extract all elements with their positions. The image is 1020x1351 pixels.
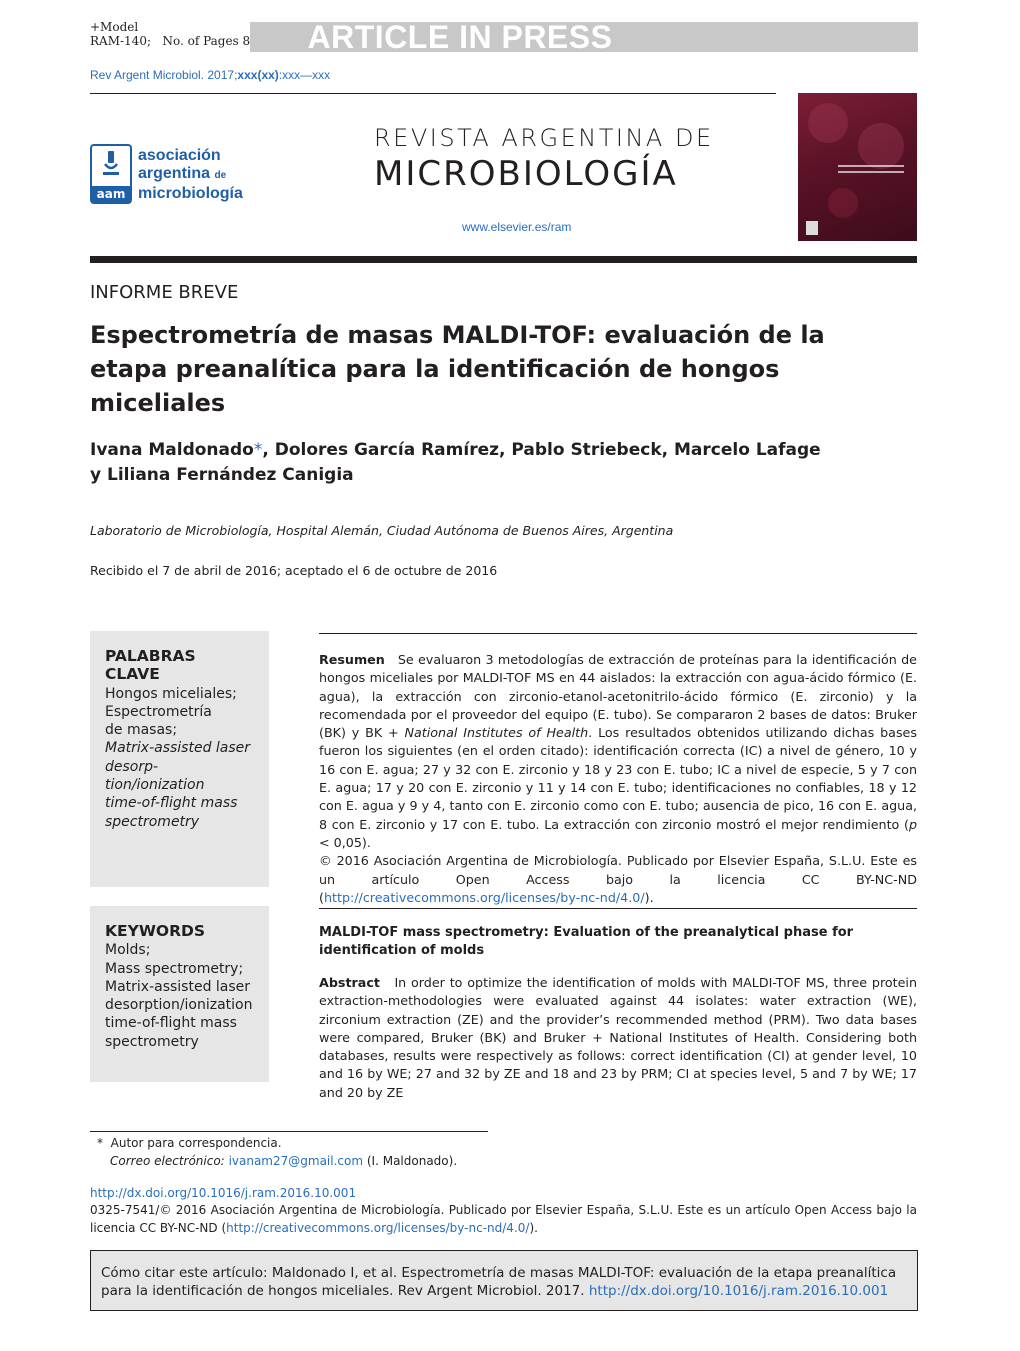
aam-badge: aam xyxy=(92,186,130,202)
resumen-italic: National Institutes of Health xyxy=(404,725,589,741)
keyword-line: time-of-flight mass xyxy=(105,1015,237,1032)
keyword-line: tion/ionization xyxy=(105,777,205,794)
footnote-rule xyxy=(90,1131,488,1132)
corresponding-note: Autor para correspondencia. xyxy=(110,1136,282,1150)
doi-link[interactable]: http://dx.doi.org/10.1016/j.ram.2016.10.001 xyxy=(90,1186,357,1200)
issn-license-link[interactable]: http://creativecommons.org/licenses/by-nc-nd/4.0/ xyxy=(226,1221,530,1235)
ram-id-pages xyxy=(90,34,250,48)
keyword-line: de masas; xyxy=(105,722,178,739)
keyword-line: Matrix-assisted laser xyxy=(105,978,251,995)
issn-text: 0325-7541/© 2016 Asociación Argentina de Microbiología. Publicado por Elsevier España, S.L.U. Este es un artículo Open Access bajo la licencia CC BY-NC-ND ( xyxy=(90,1203,917,1235)
page-count: No. of Pages 8 xyxy=(162,34,251,48)
resumen-copyright-end: ). xyxy=(644,889,654,905)
author-first: Ivana Maldonado xyxy=(90,440,254,460)
issn-license xyxy=(90,1201,917,1237)
cite-doi-link[interactable]: http://dx.doi.org/10.1016/j.ram.2016.10.001 xyxy=(588,1283,889,1299)
section-label: INFORME BREVE xyxy=(90,282,239,303)
ram-id: RAM-140; xyxy=(90,34,151,48)
aam-logo-text xyxy=(138,147,243,203)
keyword-line: Hongos miceliales; xyxy=(105,685,237,702)
journal-name-main: MICROBIOLOGÍA xyxy=(374,154,678,194)
p-value-symbol: p xyxy=(908,816,917,832)
journal-url-link[interactable]: www.elsevier.es/ram xyxy=(462,220,572,234)
logo-line-2 xyxy=(138,165,243,185)
resumen-label: Resumen xyxy=(319,652,385,667)
keyword-line: spectrometry xyxy=(105,1033,199,1050)
abstract-block xyxy=(319,974,917,1102)
journal-name-top: REVISTA ARGENTINA DE xyxy=(374,124,714,152)
abstract-label: Abstract xyxy=(319,975,380,990)
aam-logo-icon xyxy=(90,144,132,204)
keyword-line: desorption/ionization xyxy=(105,997,253,1014)
barcode-icon xyxy=(806,221,818,235)
email-link[interactable]: ivanam27@gmail.com xyxy=(228,1154,364,1168)
keyword-line: desorp- xyxy=(105,758,159,775)
microscope-icon xyxy=(101,150,121,180)
license-link[interactable]: http://creativecommons.org/licenses/by-nc-nd/4.0/ xyxy=(323,889,645,905)
resumen-top-rule xyxy=(319,633,917,634)
keywords-es-box xyxy=(90,631,269,887)
issn-end: ). xyxy=(529,1221,538,1235)
resumen-text-3: < 0,05). xyxy=(319,834,371,850)
logo-line-1: asociación xyxy=(138,147,221,164)
authors-line-2: y Liliana Fernández Canigia xyxy=(90,465,354,485)
citation-prefix: Rev Argent Microbiol. 2017; xyxy=(90,68,238,82)
author-list xyxy=(90,438,850,488)
corresponding-author-marker[interactable]: * xyxy=(253,440,263,460)
english-title: MALDI-TOF mass spectrometry: Evaluation of the preanalytical phase for identification of molds xyxy=(319,925,854,958)
footnote-star: * xyxy=(97,1136,103,1150)
keyword-line: Espectrometría xyxy=(105,703,212,720)
citation-volume: xxx(xx) xyxy=(237,68,279,82)
footnote xyxy=(97,1134,457,1170)
logo-line-2-de: de xyxy=(214,170,227,181)
resumen-text: Se evaluaron 3 metodologías de extracción de proteínas para la identificación de hongos miceliales por MALDI-TOF MS en 44 aislados: la extracción con agua-ácido fórmico (E. agua), la extracción con zirconio-etanol-acetonitrilo-ácido fórmico (E. zirconio) y la recomendada por el proveedor del equipo (E. tubo). Se compararon 2 bases de datos: Bruker (BK) y BK + xyxy=(319,652,917,741)
cite-box xyxy=(90,1250,918,1311)
cite-text: Cómo citar este artículo: Maldonado I, et al. Espectrometría de masas MALDI-TOF: evaluación de la etapa preanalítica para la identificación de hongos miceliales. Rev Argent Microbiol. 2017. xyxy=(101,1265,897,1299)
resumen-text-2: . Los resultados obtenidos utilizando dichas bases fueron los siguientes (en el orden citado): identificación correcta (IC) a nivel de género, 10 y 16 con E. agua; 27 y 32 con E. zirconio y 18 y 23 con E. tubo; IC a nivel de especie, 5 y 7 con E. agua; 17 y 20 con E. zirconio y 11 y 14 con E. tubo; identificaciones no confiables, 18 y 12 con E. agua y 9 y 4, tanto con E. zirconio como con E. tubo; ausencia de pico, 16 con E. agua, 8 con E. zirconio y 17 con E. tubo. La extracción con zirconio mostró el mejor rendimiento ( xyxy=(319,725,917,832)
logo-line-3: microbiología xyxy=(138,185,243,202)
citation-pages: :xxx—xxx xyxy=(278,68,331,82)
affiliation: Laboratorio de Microbiología, Hospital Alemán, Ciudad Autónoma de Buenos Aires, Argentina xyxy=(90,523,674,538)
resumen-copyright: © 2016 Asociación Argentina de Microbiología. Publicado por Elsevier España, S.L.U. Este es un artículo Open Access bajo la licencia CC BY-NC-ND ( xyxy=(319,853,917,905)
keyword-line: time-of-flight mass xyxy=(105,795,238,812)
keywords-es-heading: PALABRAS CLAVE xyxy=(105,647,196,684)
header-rule xyxy=(90,93,776,94)
authors-rest: , Dolores García Ramírez, Pablo Striebeck, Marcelo Lafage xyxy=(262,440,821,460)
keywords-en-box xyxy=(90,906,269,1082)
article-title: Espectrometría de masas MALDI-TOF: evaluación de la etapa preanalítica para la identificación de hongos miceliales xyxy=(90,321,825,417)
keywords-en-heading: KEYWORDS xyxy=(105,922,206,940)
keyword-line: Matrix-assisted laser xyxy=(105,740,251,757)
email-name: (I. Maldonado). xyxy=(366,1154,458,1168)
resumen-block xyxy=(319,651,917,907)
header-meta xyxy=(90,20,250,48)
received-dates: Recibido el 7 de abril de 2016; aceptado el 6 de octubre de 2016 xyxy=(90,563,498,578)
article-in-press-label: ARTICLE IN PRESS xyxy=(307,19,613,55)
journal-cover-image xyxy=(798,93,917,241)
journal-citation[interactable] xyxy=(90,68,330,82)
keyword-line: spectrometry xyxy=(105,813,200,830)
abstract-top-rule xyxy=(319,908,917,909)
logo-line-2-word: argentina xyxy=(138,165,211,182)
masthead-rule xyxy=(90,256,917,263)
model-label: +Model xyxy=(90,20,139,34)
keyword-line: Mass spectrometry; xyxy=(105,960,244,977)
keyword-line: Molds; xyxy=(105,942,151,959)
abstract-text: In order to optimize the identification of molds with MALDI-TOF MS, three protein extraction-methodologies were evaluated against 44 isolates: water extraction (WE), zirconium extraction (ZE) and the provider’s recommended method (PRM). Two data bases were compared, Bruker (BK) and Bruker + National Institutes of Health. Considering both databases, results were respectively as follows: correct identification (CI) at gender level, 10 and 16 by WE; 27 and 32 by ZE and 18 and 23 by PRM; CI at species level, 5 and 7 by WE; 17 and 20 by ZE xyxy=(319,975,917,1100)
email-label: Correo electrónico: xyxy=(110,1154,225,1168)
